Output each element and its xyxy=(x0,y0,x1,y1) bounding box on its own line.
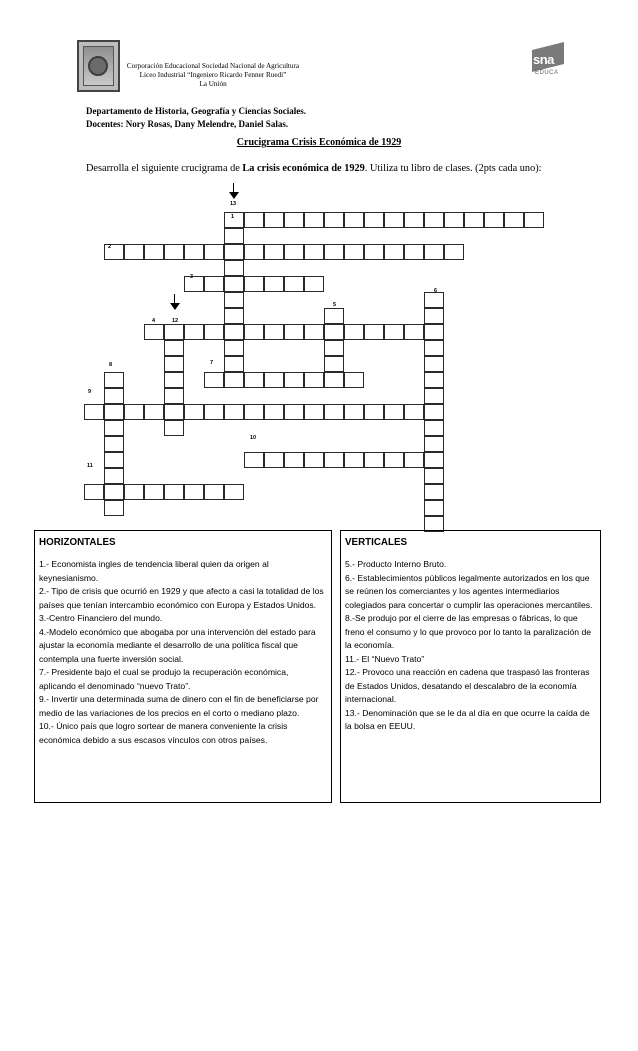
crossword-cell[interactable] xyxy=(164,420,184,436)
crossword-cell[interactable] xyxy=(384,324,404,340)
crossword-cell[interactable] xyxy=(224,340,244,356)
crossword-cell[interactable] xyxy=(224,308,244,324)
crossword-cell[interactable] xyxy=(324,404,344,420)
crossword-cell[interactable] xyxy=(424,340,444,356)
instructions-topic: La crisis económica de 1929 xyxy=(242,163,365,174)
crossword-cell[interactable] xyxy=(204,324,224,340)
crossword-cell[interactable] xyxy=(264,404,284,420)
crossword-cell[interactable] xyxy=(284,212,304,228)
crossword-cell[interactable] xyxy=(304,452,324,468)
crossword-cell[interactable] xyxy=(384,244,404,260)
crossword-cell[interactable] xyxy=(424,436,444,452)
vertical-clues-heading: VERTICALES xyxy=(345,537,408,548)
crossword-cell[interactable] xyxy=(324,340,344,356)
page-title: Crucigrama Crisis Económica de 1929 xyxy=(236,137,402,148)
crossword-cell[interactable] xyxy=(424,468,444,484)
crossword-cell[interactable] xyxy=(324,244,344,260)
crossword-cell[interactable] xyxy=(104,404,124,420)
clue-number-6: 6 xyxy=(434,288,438,294)
crossword-cell[interactable] xyxy=(264,212,284,228)
vertical-clue-13: 13.- Denominación que se le da al día en que ocurre la caída de la bolsa en EEUU. xyxy=(345,707,590,731)
horizontal-clues-heading: HORIZONTALES xyxy=(39,537,116,548)
crossword-cell[interactable] xyxy=(324,212,344,228)
arrow-down-icon-13 xyxy=(229,183,239,199)
crossword-cell[interactable] xyxy=(404,404,424,420)
crossword-cell[interactable] xyxy=(104,484,124,500)
clue-number-11: 11 xyxy=(87,463,93,469)
crossword-cell[interactable] xyxy=(344,372,364,388)
crossword-cell[interactable] xyxy=(304,244,324,260)
crossword-cell[interactable] xyxy=(424,372,444,388)
crossword-cell[interactable] xyxy=(424,356,444,372)
clue-number-1: 1 xyxy=(231,214,235,220)
institution-header xyxy=(108,62,318,89)
clue-number-8: 8 xyxy=(109,362,113,368)
crossword-cell[interactable] xyxy=(424,404,444,420)
crossword-cell[interactable] xyxy=(304,276,324,292)
crossword-cell[interactable] xyxy=(424,308,444,324)
crossword-cell[interactable] xyxy=(284,324,304,340)
teachers-line: Docentes: Nory Rosas, Dany Melendre, Daniel Salas. xyxy=(86,119,289,129)
crossword-cell[interactable] xyxy=(164,324,184,340)
crossword-cell[interactable] xyxy=(224,244,244,260)
crossword-cell[interactable] xyxy=(84,484,104,500)
crossword-cell[interactable] xyxy=(224,324,244,340)
crossword-cell[interactable] xyxy=(424,388,444,404)
crossword-cell[interactable] xyxy=(244,324,264,340)
crossword-cell[interactable] xyxy=(184,484,204,500)
clue-number-5: 5 xyxy=(333,302,337,308)
crossword-cell[interactable] xyxy=(244,244,264,260)
crossword-cell[interactable] xyxy=(324,372,344,388)
crossword-cell[interactable] xyxy=(284,452,304,468)
crossword-cell[interactable] xyxy=(324,356,344,372)
crossword-cell[interactable] xyxy=(204,404,224,420)
crossword-cell[interactable] xyxy=(404,452,424,468)
crossword-cell[interactable] xyxy=(364,324,384,340)
crossword-cell[interactable] xyxy=(324,324,344,340)
crossword-cell[interactable] xyxy=(504,212,524,228)
crossword-cell[interactable] xyxy=(324,308,344,324)
crossword-cell[interactable] xyxy=(324,452,344,468)
crossword-cell[interactable] xyxy=(364,212,384,228)
crossword-cell[interactable] xyxy=(344,452,364,468)
crossword-cell[interactable] xyxy=(144,404,164,420)
crossword-cell[interactable] xyxy=(244,404,264,420)
crossword-cell[interactable] xyxy=(224,228,244,244)
crossword-cell[interactable] xyxy=(204,244,224,260)
crossword-cell[interactable] xyxy=(424,420,444,436)
crossword-cell[interactable] xyxy=(404,212,424,228)
crossword-cell[interactable] xyxy=(284,372,304,388)
crossword-cell[interactable] xyxy=(104,500,124,516)
horizontal-clue-9: 9.- Invertir una determinada suma de dinero con el fin de beneficiarse por medio de las variaciones de los precios en el corto o mediano plazo. xyxy=(39,694,319,718)
vertical-clue-5: 5.- Producto Interno Bruto. xyxy=(345,559,447,569)
crossword-cell[interactable] xyxy=(164,244,184,260)
crossword-cell[interactable] xyxy=(164,388,184,404)
department-info xyxy=(86,105,306,131)
crossword-cell[interactable] xyxy=(424,292,444,308)
crossword-cell[interactable] xyxy=(444,244,464,260)
sna-logo-text: sna xyxy=(533,52,554,67)
crossword-cell[interactable] xyxy=(104,388,124,404)
crossword-cell[interactable] xyxy=(184,404,204,420)
crossword-cell[interactable] xyxy=(424,212,444,228)
crossword-cell[interactable] xyxy=(84,404,104,420)
crossword-cell[interactable] xyxy=(424,500,444,516)
crossword-cell[interactable] xyxy=(424,484,444,500)
crossword-cell[interactable] xyxy=(344,404,364,420)
horizontal-clue-1: 1.- Economista ingles de tendencia liberal quien da origen al keynesianismo. xyxy=(39,559,269,583)
vertical-clue-12: 12.- Provoco una reacción en cadena que traspasó las fronteras de Estados Unidos, desatando el descalabro de la economía internacional. xyxy=(345,667,590,704)
crossword-cell[interactable] xyxy=(244,372,264,388)
institution-line-3: La Unión xyxy=(199,80,227,88)
instructions-pre: Desarrolla el siguiente crucigrama de xyxy=(86,163,243,174)
crossword-cell[interactable] xyxy=(284,244,304,260)
crossword-cell[interactable] xyxy=(184,276,204,292)
crossword-cell[interactable] xyxy=(104,452,124,468)
crossword-cell[interactable] xyxy=(124,404,144,420)
crossword-cell[interactable] xyxy=(264,324,284,340)
crossword-cell[interactable] xyxy=(284,276,304,292)
crossword-cell[interactable] xyxy=(224,356,244,372)
vertical-clue-6: 6.- Establecimientos públicos legalmente autorizados en los que se reúnen los comerciantes y los agentes intermediarios colegiados para concertar o cumplir las operaciones mercantiles. xyxy=(345,572,593,610)
crossword-cell[interactable] xyxy=(264,244,284,260)
crossword-cell[interactable] xyxy=(304,212,324,228)
crossword-cell[interactable] xyxy=(224,404,244,420)
crossword-cell[interactable] xyxy=(144,484,164,500)
crossword-cell[interactable] xyxy=(264,452,284,468)
crossword-cell[interactable] xyxy=(424,452,444,468)
crossword-cell[interactable] xyxy=(424,324,444,340)
crossword-cell[interactable] xyxy=(124,244,144,260)
instructions xyxy=(86,161,550,176)
horizontal-clue-7: 7.- Presidente bajo el cual se produjo la recuperación económica, aplicando el denominado “nuevo Trato”. xyxy=(39,667,289,691)
crossword-cell[interactable] xyxy=(344,324,364,340)
crossword-cell[interactable] xyxy=(264,276,284,292)
crossword-cell[interactable] xyxy=(344,212,364,228)
crossword-cell[interactable] xyxy=(204,372,224,388)
clue-number-7: 7 xyxy=(210,360,214,366)
horizontal-clue-2: 2.- Tipo de crisis que ocurrió en 1929 y que afecto a casi la totalidad de los países que tenían intercambio económico con Europa y Estados Unidos. xyxy=(39,586,324,610)
vertical-clues-box xyxy=(340,530,601,803)
crossword-cell[interactable] xyxy=(204,276,224,292)
institution-line-1: Corporación Educacional Sociedad Nacional de Agricultura xyxy=(126,62,300,70)
crossword-cell[interactable] xyxy=(284,404,304,420)
crossword-cell[interactable] xyxy=(164,340,184,356)
crossword-cell[interactable] xyxy=(224,276,244,292)
crossword-cell[interactable] xyxy=(264,372,284,388)
arrow-down-icon-12 xyxy=(170,294,180,310)
crossword-cell[interactable] xyxy=(244,212,264,228)
horizontal-clues-box xyxy=(34,530,332,803)
crossword-cell[interactable] xyxy=(144,324,164,340)
crossword-cell[interactable] xyxy=(464,212,484,228)
vertical-clue-8: 8.-Se produjo por el cierre de las empresas o fábricas, lo que freno el consumo y lo que provoco por lo tanto la paralización de la economía. xyxy=(345,613,592,650)
crossword-cell[interactable] xyxy=(404,244,424,260)
crossword-cell[interactable] xyxy=(304,324,324,340)
crossword-cell[interactable] xyxy=(404,324,424,340)
crossword-cell[interactable] xyxy=(104,468,124,484)
crossword-cell[interactable] xyxy=(164,404,184,420)
clue-number-9: 9 xyxy=(88,389,92,395)
clue-number-13: 13 xyxy=(230,201,237,207)
horizontal-clue-3: 3.-Centro Financiero del mundo. xyxy=(39,613,163,623)
crossword-cell[interactable] xyxy=(384,212,404,228)
horizontal-clue-4: 4.-Modelo económico que abogaba por una intervención del estado para ajustar la economía mediante el desarrollo de una política fiscal que contempla una fuerte inversión social. xyxy=(39,626,316,664)
clue-number-12: 12 xyxy=(172,318,179,324)
crossword-cell[interactable] xyxy=(524,212,544,228)
crossword-cell[interactable] xyxy=(104,244,124,260)
clue-number-10: 10 xyxy=(250,435,257,441)
crossword-cell[interactable] xyxy=(124,484,144,500)
vertical-clue-11: 11.- El “Nuevo Trato” xyxy=(345,653,425,664)
sna-educa-logo xyxy=(530,46,568,80)
department-name: Departamento de Historia, Geografía y Ciencias Sociales. xyxy=(86,106,306,116)
crossword-cell[interactable] xyxy=(364,404,384,420)
clue-number-2: 2 xyxy=(108,244,112,250)
crossword-cell[interactable] xyxy=(164,356,184,372)
crossword-cell[interactable] xyxy=(224,372,244,388)
crossword-cell[interactable] xyxy=(164,372,184,388)
clue-number-4: 4 xyxy=(152,318,156,324)
crossword-cell[interactable] xyxy=(104,420,124,436)
crossword-cell[interactable] xyxy=(104,372,124,388)
crossword-cell[interactable] xyxy=(104,436,124,452)
crossword-cell[interactable] xyxy=(364,452,384,468)
crossword-cell[interactable] xyxy=(144,244,164,260)
crossword-cell[interactable] xyxy=(224,260,244,276)
crossword-cell[interactable] xyxy=(364,244,384,260)
sna-logo-subtext: EDUCA xyxy=(535,70,559,76)
crossword-cell[interactable] xyxy=(384,452,404,468)
crossword-cell[interactable] xyxy=(344,244,364,260)
institution-line-2: Liceo Industrial “Ingeniero Ricardo Fenner Ruedi” xyxy=(139,71,287,79)
crossword-cell[interactable] xyxy=(304,404,324,420)
clue-number-3: 3 xyxy=(190,274,194,280)
crossword-cell[interactable] xyxy=(224,484,244,500)
crossword-cell[interactable] xyxy=(484,212,504,228)
horizontal-clue-10: 10.- Único país que logro sortear de manera conveniente la crisis económica debido a sus escasos vínculos con otros países. xyxy=(39,721,288,745)
crossword-cell[interactable] xyxy=(444,212,464,228)
crossword-cell[interactable] xyxy=(164,484,184,500)
crossword-cell[interactable] xyxy=(224,292,244,308)
crossword-cell[interactable] xyxy=(204,484,224,500)
crossword-cell[interactable] xyxy=(184,244,204,260)
crossword-cell[interactable] xyxy=(384,404,404,420)
instructions-post: . Utiliza tu libro de clases. (2pts cada uno): xyxy=(364,163,542,174)
crossword-cell[interactable] xyxy=(424,244,444,260)
crossword-cell[interactable] xyxy=(244,452,264,468)
crossword-cell[interactable] xyxy=(304,372,324,388)
crossword-cell[interactable] xyxy=(184,324,204,340)
crossword-cell[interactable] xyxy=(244,276,264,292)
